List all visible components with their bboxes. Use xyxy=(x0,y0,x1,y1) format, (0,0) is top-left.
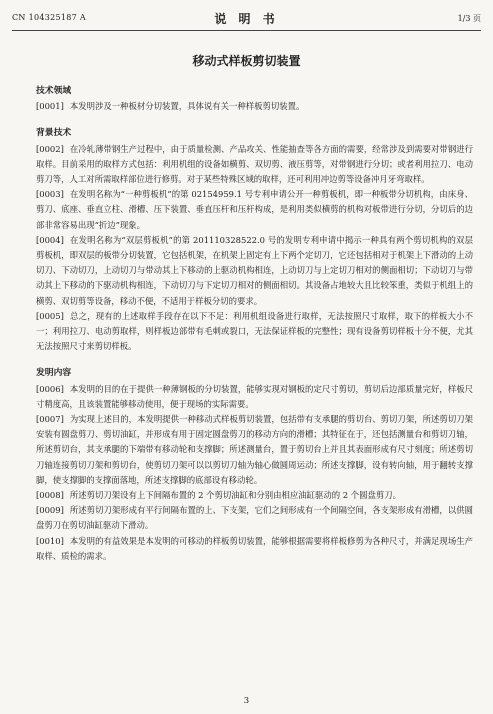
document-body xyxy=(36,82,473,564)
spacer xyxy=(36,354,473,364)
paragraph-text: 所述剪切刀架设有上下间隔布置的 2 个剪切油缸和分别由相应油缸驱动的 2 个圆盘剪刀。 xyxy=(69,490,402,501)
page-info: 1/3 页 xyxy=(457,14,481,23)
section-heading-tech-field: 技术领域 xyxy=(36,86,72,96)
paragraph-text: 本发明的有益效果是本发明的可移动的样板剪切装置，能够根据需要将样板修剪为各种尺寸，并满足现场生产取样、质检的需求。 xyxy=(36,535,473,561)
paragraph-number: [0008] xyxy=(36,490,64,501)
paragraph-number: [0004] xyxy=(36,234,64,245)
paragraph-text: 在冷轧薄带钢生产过程中，由于质量检测、产品攻关、性能抽查等各方面的需要，经常涉及到需要对带钢进行取样。目前采用的取样方式包括：利用机组的设备如横剪、双切剪、液压剪等，对带钢进行分切；或者利用拉刀、电动剪刀等，人工对所需取样部位进行修剪。对于某些特殊区域的取样，还可利用冲边剪等设备冲月牙弯取样。 xyxy=(36,143,473,185)
paragraph xyxy=(36,142,473,188)
publication-number: CN 104325187 A xyxy=(12,13,86,22)
paragraph-text: 总之，现有的上述取样手段存在以下不足：利用机组设备进行取样，无法按照尺寸取样，取下的样板大小不一；利用拉刀、电动剪取样，则样板边部带有毛刺或裂口，无法保证样板的完整性；现有设备剪切样板十分不便，尤其无法按照尺寸来剪切样板。 xyxy=(36,310,473,352)
paragraph-number: [0010] xyxy=(36,535,64,546)
page-number: 3 xyxy=(243,696,250,706)
paragraph-number: [0002] xyxy=(36,143,64,154)
paragraph xyxy=(36,99,473,114)
document-title: 移动式样板剪切装置 xyxy=(192,54,301,68)
paragraph xyxy=(36,412,473,488)
paragraph-number: [0003] xyxy=(36,189,64,200)
paragraph xyxy=(36,187,473,233)
spacer xyxy=(36,114,473,124)
paragraph-text: 在发明名称为“一种剪板机”的第 02154959.1 号专利申请公开一种剪板机，即一种板带分切机构，由床身、剪刀、底座、垂直立柱、滑槽、压下装置、垂直压杆和压杆构成，是利用类似横剪的机构对板带进行分切，分切后的边部非常容易出现“折边”现象。 xyxy=(36,189,473,230)
paragraph-text: 在发明名称为“双层剪板机”的第 201110328522.0 号的发明专利申请中揭示一种具有两个剪切机构的双层剪板机，即双层的板带分切装置，它包括机架，在机架上固定有上下两个定切刀，它还包括相对于机架上下滑动的上动切刀、下动切刀，上动切刀与带动其上下移动的上驱动机构相连，上动切刀与上定切刀相对的侧面相切；下动切刀与带动其上下移动的下驱动机构相连，下动切刀与下定切刀相对的侧面相切。其设备占地较大且比较笨重，类似于机组上的横剪、双切剪等设备，移动不便，不适用于样板分切的要求。 xyxy=(36,234,473,306)
paragraph-number: [0001] xyxy=(36,101,64,112)
paragraph-text: 为实现上述目的，本发明提供一种移动式样板剪切装置，包括带有支承腿的剪切台、剪切刀架，所述剪切刀架安装有圆盘剪刀、剪切油缸，并形成有用于固定圆盘剪刀的移动方向的滑槽；其特征在于，还包括测量台和剪切刀轴，所述剪切台，其支承腿的下端带有移动轮和支撑脚；所述测量台，置于剪切台上并且其表面形成有尺寸刻度；所述剪切刀轴连接剪切刀架和剪切台，使剪切刀架可以以剪切刀轴为轴心做圆周运动；所述支撑脚，设有转向轴，用于翻转支撑脚，使支撑脚的支撑面落地，所述支撑脚的底部设有移动轮。 xyxy=(36,414,473,485)
header-rule xyxy=(12,30,481,31)
section-heading-background: 背景技术 xyxy=(36,128,72,139)
document-type: 说 明 书 xyxy=(214,12,279,26)
paragraph-text: 所述剪切刀架形成有平行间隔布置的上、下支架，它们之间形成有一个间隔空间，各支架形成有滑槽，以供圆盘剪刀在剪切油缸驱动下滑动。 xyxy=(36,505,473,531)
paragraph xyxy=(36,233,473,309)
paragraph-number: [0007] xyxy=(36,414,64,425)
paragraph xyxy=(36,503,473,533)
section-heading-summary: 发明内容 xyxy=(36,368,72,379)
paragraph xyxy=(36,382,473,412)
paragraph-number: [0005] xyxy=(36,310,64,321)
paragraph-text: 本发明涉及一种板材分切装置，具体说有关一种样板剪切装置。 xyxy=(69,101,305,112)
paragraph xyxy=(36,534,473,564)
paragraph-number: [0006] xyxy=(36,383,64,394)
paragraph-number: [0009] xyxy=(36,505,64,516)
page-header xyxy=(12,10,481,30)
paragraph-text: 本发明的目的在于提供一种薄钢板的分切装置，能够实现对钢板的定尺寸剪切，剪切后边部质量完好，样板尺寸精度高，且该装置能够移动使用，便于现场的实际需要。 xyxy=(36,383,473,409)
paragraph xyxy=(36,488,473,503)
paragraph xyxy=(36,309,473,355)
